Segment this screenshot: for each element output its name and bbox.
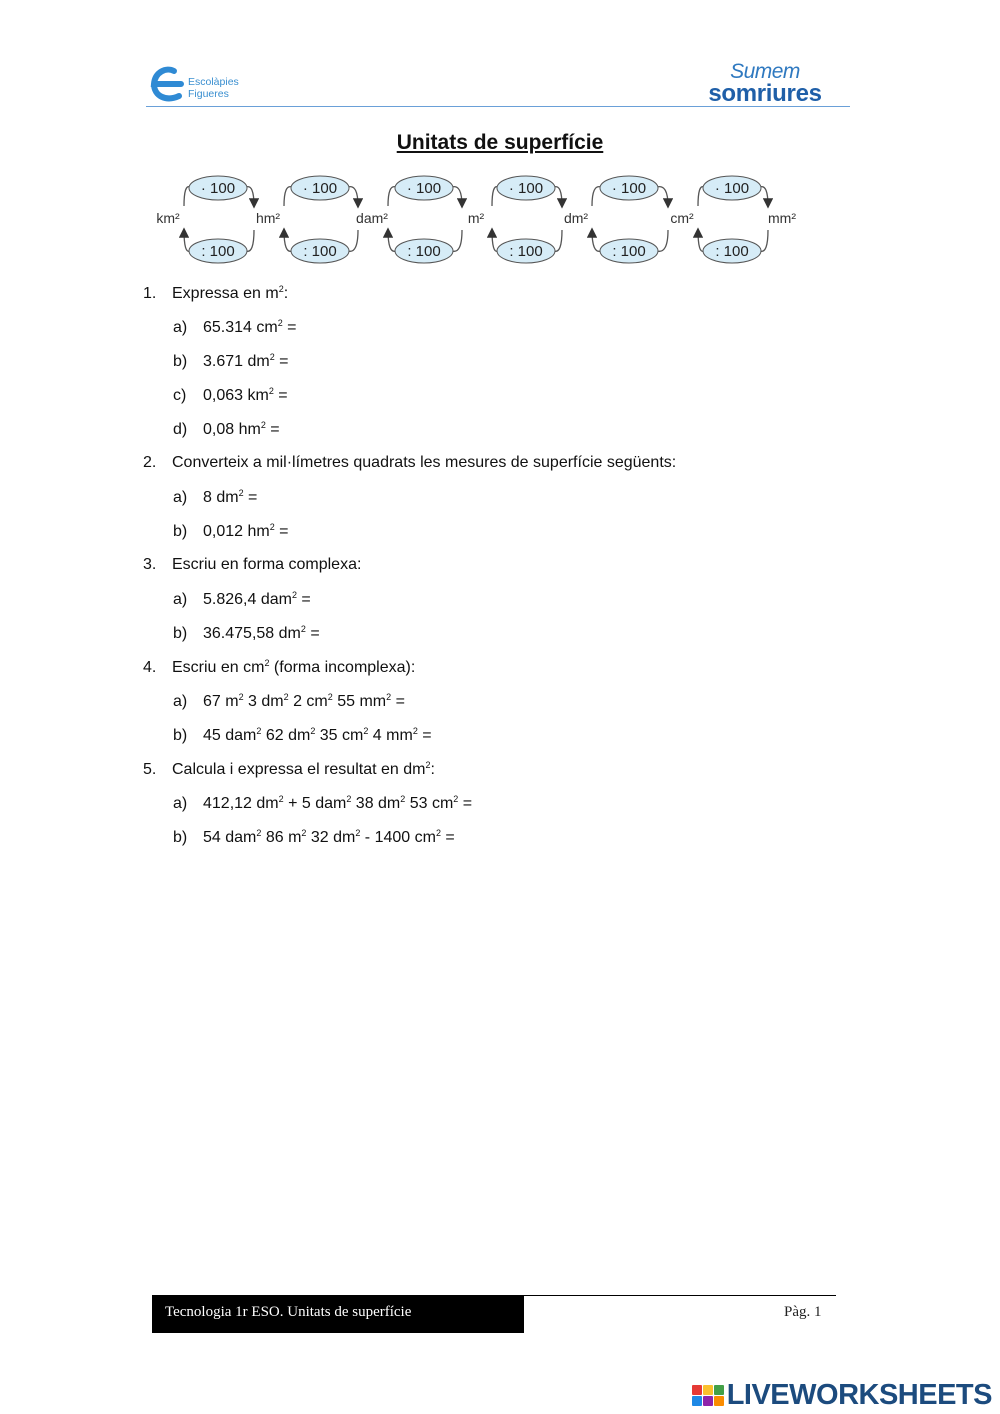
divide-label: : 100 [509,243,543,260]
item-text: 45 dam [203,727,257,744]
divide-label: : 100 [612,243,646,260]
page-number: Pàg. 1 [784,1304,822,1320]
superscript: 2 [238,692,244,702]
superscript: 2 [363,726,369,736]
unit-conversion-diagram [148,170,808,270]
escolapies-logo [146,62,266,108]
item-text: 65.314 cm [203,319,278,336]
item-text: 38 dm [351,795,401,812]
item-text: = [296,591,311,608]
item-text: = [243,489,258,506]
item-text: = [440,829,455,846]
item-label: a) [173,591,188,608]
item-text: = [458,795,473,812]
question-text: Converteix a mil·límetres quadrats les mesures de superfície següents: [172,454,677,471]
question-1-item [173,352,289,371]
item-label: b) [173,625,188,642]
item-label: a) [173,489,188,506]
question-3 [143,556,361,574]
multiply-label: · 100 [302,180,338,197]
item-text: = [274,353,289,370]
multiply-label: · 100 [508,180,544,197]
unit-label: dam² [356,210,388,226]
question-text: Calcula i expressa el resultat en dm [172,761,426,778]
superscript: 2 [268,386,274,396]
unit-label: cm² [670,210,694,226]
item-text: 3.671 dm [203,353,270,370]
question-4-item [173,726,432,745]
superscript: 2 [277,318,283,328]
superscript: 2 [301,828,307,838]
item-text: 5.826,4 dam [203,591,292,608]
question-1-item [173,386,288,405]
question-text: Expressa en m [172,285,279,302]
unit-label: mm² [768,210,796,226]
item-text: 8 dm [203,489,239,506]
question-4-item [173,692,405,711]
superscript: 2 [346,794,352,804]
item-text: 32 dm [306,829,356,846]
logo-right-line1: Sumem [730,60,800,83]
item-label: d) [173,421,188,438]
unit-label: km² [156,210,180,226]
item-label: b) [173,353,188,370]
question-5-item [173,828,455,847]
logo-left-line1: Escolàpies [188,76,239,88]
question-2-item [173,488,257,507]
superscript: 2 [310,726,316,736]
superscript: 2 [453,794,459,804]
multiply-label: · 100 [200,180,236,197]
question-1 [143,284,288,303]
multiply-label: · 100 [714,180,750,197]
item-text: 86 m [261,829,302,846]
item-text: = [265,421,280,438]
item-label: b) [173,727,188,744]
superscript: 2 [238,488,244,498]
question-text-after: : [283,285,289,302]
item-text: 4 mm [368,727,413,744]
liveworksheets-watermark [692,1378,992,1412]
divide-label: : 100 [715,243,749,260]
question-number: 1. [143,285,157,302]
unit-label: m² [467,210,485,226]
item-text: 3 dm [243,693,284,710]
superscript: 2 [260,420,266,430]
superscript: 2 [327,692,333,702]
question-2-item [173,522,289,541]
unit-label: dm² [563,210,589,226]
item-text: = [391,693,405,710]
question-number: 4. [143,659,157,676]
divide-label: : 100 [201,243,235,260]
item-text: 0,08 hm [203,421,261,438]
superscript: 2 [355,828,361,838]
item-text: = [273,387,288,404]
question-text-after: : [430,761,435,778]
page-title: Unitats de superfície [396,131,604,154]
item-label: a) [173,319,188,336]
superscript: 2 [425,760,431,770]
unit-label: hm² [255,210,281,226]
item-label: c) [173,387,187,404]
multiply-label: · 100 [406,180,442,197]
item-text: 55 mm [332,693,387,710]
question-3-item [173,590,311,609]
question-5 [143,760,435,779]
liveworksheets-logo-icon [692,1385,724,1406]
item-text: + 5 dam [283,795,347,812]
superscript: 2 [386,692,392,702]
question-text: Escriu en forma complexa: [172,556,362,573]
item-text: 412,12 dm [203,795,279,812]
footer-text: Tecnologia 1r ESO. Unitats de superfície [165,1304,412,1320]
superscript: 2 [269,522,275,532]
superscript: 2 [278,284,284,294]
question-1-item [173,420,280,439]
item-label: a) [173,693,188,710]
item-text: = [417,727,432,744]
superscript: 2 [256,726,262,736]
item-text: 0,012 hm [203,523,270,540]
item-text: - 1400 cm [360,829,436,846]
item-text: 35 cm [315,727,364,744]
sumem-somriures-logo [680,62,850,108]
superscript: 2 [300,624,306,634]
item-text: 53 cm [405,795,454,812]
superscript: 2 [256,828,262,838]
item-text: 36.475,58 dm [203,625,301,642]
item-text: = [282,319,297,336]
divide-label: : 100 [407,243,441,260]
superscript: 2 [412,726,418,736]
item-text: 2 cm [288,693,328,710]
logo-left-line2: Figueres [188,88,229,100]
superscript: 2 [269,352,275,362]
divide-label: : 100 [303,243,337,260]
item-label: a) [173,795,188,812]
superscript: 2 [400,794,406,804]
question-number: 2. [143,454,157,471]
question-number: 3. [143,556,157,573]
logo-right-line2: somriures [708,80,822,107]
question-5-item [173,794,472,813]
item-label: b) [173,523,188,540]
item-label: b) [173,829,188,846]
header-divider [146,106,850,107]
item-text: = [274,523,289,540]
superscript: 2 [278,794,284,804]
item-text: 62 dm [261,727,311,744]
question-text-after: (forma incomplexa): [269,659,416,676]
item-text: 67 m [203,693,239,710]
item-text: 0,063 km [203,387,269,404]
question-3-item [173,624,320,643]
multiply-label: · 100 [611,180,647,197]
superscript: 2 [291,590,297,600]
escolapies-e-icon [146,62,186,106]
item-text: = [305,625,320,642]
item-text: 54 dam [203,829,257,846]
liveworksheets-text: LIVEWORKSHEETS [726,1378,992,1411]
question-text: Escriu en cm [172,659,265,676]
question-number: 5. [143,761,157,778]
question-2 [143,454,676,472]
superscript: 2 [283,692,289,702]
superscript: 2 [435,828,441,838]
superscript: 2 [264,658,270,668]
question-1-item [173,318,297,337]
question-4 [143,658,415,677]
